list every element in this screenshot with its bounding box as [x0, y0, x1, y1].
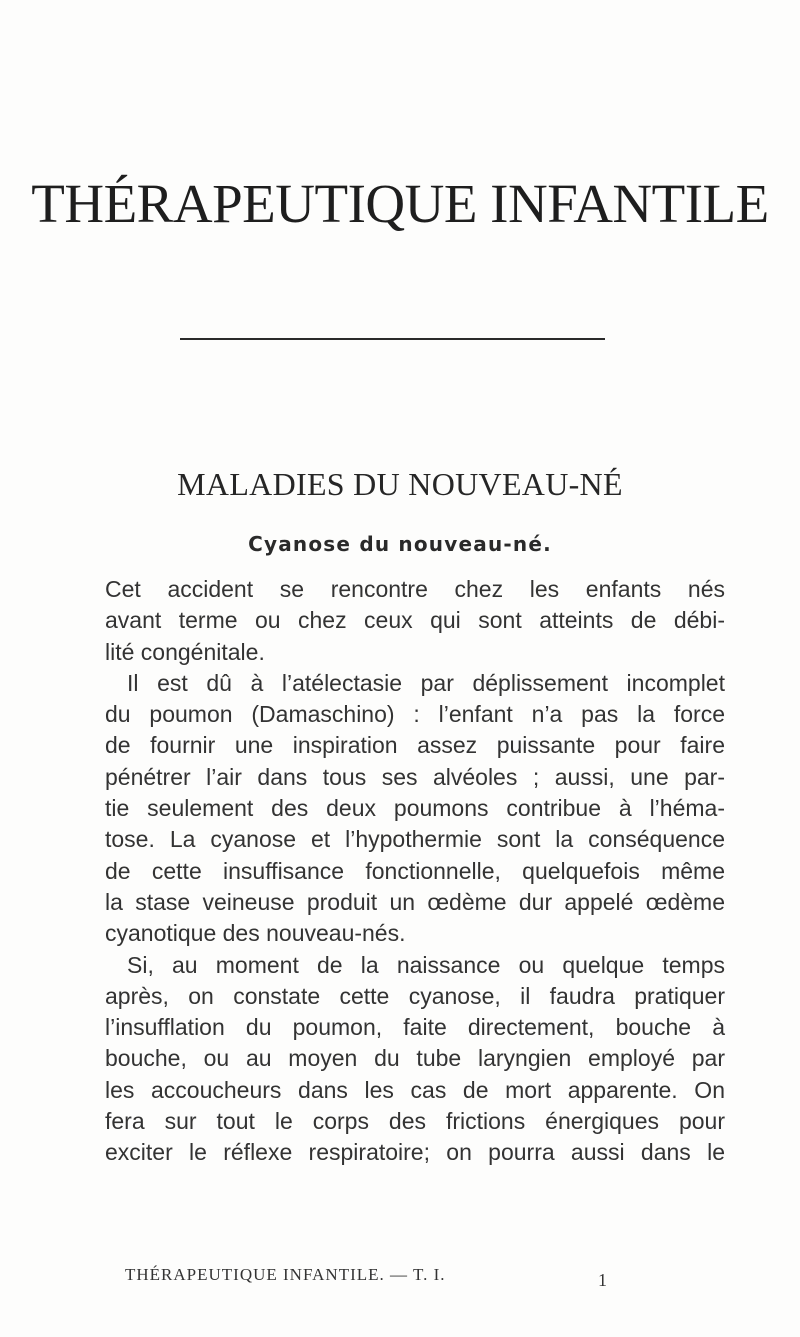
text-line: l’insufflation du poumon, faite directement, bouche à — [105, 1014, 725, 1041]
text-line: les accoucheurs dans les cas de mort apparente. On — [105, 1076, 725, 1103]
text-line: Si, au moment de la naissance ou quelque temps — [127, 951, 725, 978]
text-line: pénétrer l’air dans tous ses alvéoles ; aussi, une par- — [105, 763, 725, 790]
text-line: après, on constate cette cyanose, il faudra pratiquer — [105, 982, 725, 1009]
text-line: bouche, ou au moyen du tube laryngien employé par — [105, 1045, 725, 1072]
title-rule — [180, 338, 605, 340]
chapter-title: MALADIES DU NOUVEAU-NÉ — [177, 466, 623, 502]
text-line: Il est dû à l’atélectasie par déplissement incomplet — [127, 669, 725, 696]
text-line: la stase veineuse produit un œdème dur appelé œdème — [105, 888, 725, 915]
text-line: de cette insuffisance fonctionnelle, quelquefois même — [105, 857, 725, 884]
book-title: THÉRAPEUTIQUE INFANTILE — [31, 173, 769, 234]
text-line: du poumon (Damaschino) : l’enfant n’a pas la force — [105, 701, 725, 728]
signature-mark: 1 — [598, 1270, 607, 1290]
text-line: exciter le réflexe respiratoire; on pourra aussi dans le — [105, 1139, 725, 1166]
text-line: tie seulement des deux poumons contribue à l’héma- — [105, 795, 725, 822]
text-line: Cet accident se rencontre chez les enfants nés — [105, 576, 725, 602]
body-text — [105, 574, 725, 1169]
running-footer: THÉRAPEUTIQUE INFANTILE. — T. I. — [125, 1265, 446, 1284]
text-line: cyanotique des nouveau-nés. — [105, 920, 406, 947]
text-line: lité congénitale. — [105, 638, 265, 665]
text-line: fera sur tout le corps des frictions énergiques pour — [105, 1108, 725, 1135]
text-line: de fournir une inspiration assez puissante pour faire — [105, 732, 725, 759]
text-line: avant terme ou chez ceux qui sont atteints de débi- — [105, 607, 725, 634]
section-title: Cyanose du nouveau-né. — [248, 532, 552, 556]
text-line: tose. La cyanose et l’hypothermie sont la conséquence — [105, 826, 725, 853]
